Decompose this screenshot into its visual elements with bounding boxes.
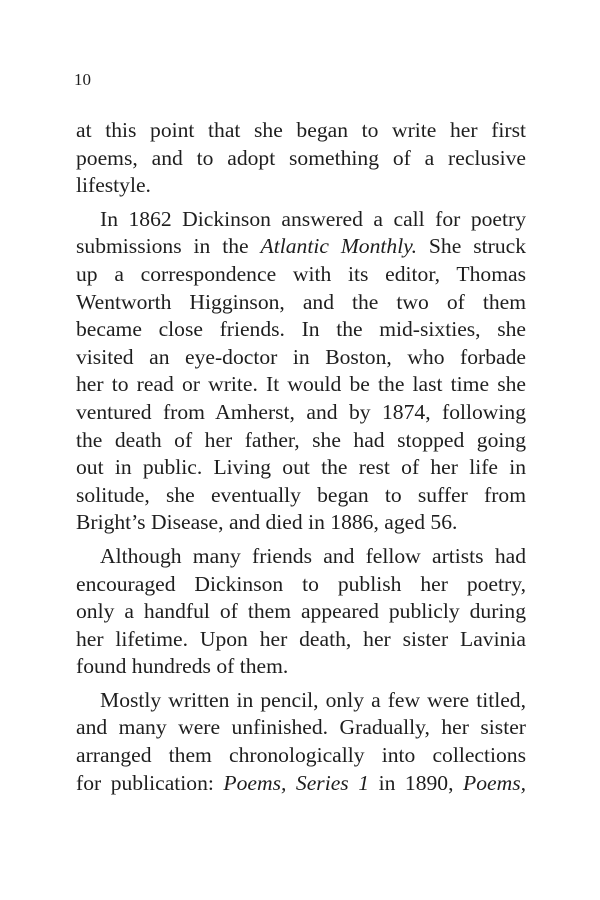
text-line: up a correspondence with its editor, Thomas (76, 261, 526, 286)
text-line: ventured from Amherst, and by 1874, following (76, 399, 526, 424)
text-line: the death of her father, she had stopped going (76, 427, 526, 452)
text-line: her to read or write. It would be the last time she (76, 372, 526, 397)
text-line: visited an eye-doctor in Boston, who forbade (76, 344, 526, 369)
text-run: in 1890, (369, 770, 464, 795)
text-line (76, 770, 526, 798)
text-run: She struck (417, 234, 527, 259)
text-line: found hundreds of them. (76, 654, 289, 679)
text-run: submissions in the (76, 234, 261, 259)
text-line: arranged them chronologically into collections (76, 743, 526, 768)
collection-title: Poems, Series 1 (223, 770, 370, 795)
text-line: only a handful of them appeared publicly during (76, 599, 526, 624)
text-line: In 1862 Dickinson answered a call for poetry (100, 206, 526, 231)
text-line: out in public. Living out the rest of her life in (76, 455, 526, 480)
text-line: solitude, she eventually began to suffer from (76, 482, 526, 507)
collection-title: Poems, (463, 770, 526, 795)
text-line: and many were unfinished. Gradually, her sister (76, 715, 526, 740)
paragraph-3 (76, 543, 526, 681)
text-run: for publication: (76, 770, 224, 795)
text-line: at this point that she began to write her first (76, 118, 526, 142)
paragraph-4 (76, 687, 526, 797)
paragraph-2 (76, 206, 526, 537)
body-text (76, 117, 526, 803)
text-line: lifestyle. (76, 173, 151, 198)
text-line: encouraged Dickinson to publish her poetry, (76, 571, 526, 596)
text-line (76, 233, 526, 261)
text-line: poems, and to adopt something of a reclusive (76, 145, 526, 170)
text-line: her lifetime. Upon her death, her sister Lavinia (76, 626, 526, 651)
paragraph-1 (76, 117, 526, 200)
text-line: became close friends. In the mid-sixties, she (76, 317, 526, 342)
text-line: Bright’s Disease, and died in 1886, aged 56. (76, 510, 458, 535)
periodical-title: Atlantic Monthly. (260, 234, 417, 259)
text-line: Although many friends and fellow artists had (100, 543, 526, 568)
text-line: Wentworth Higginson, and the two of them (76, 289, 526, 314)
text-line: Mostly written in pencil, only a few were titled, (100, 687, 526, 712)
page-number: 10 (74, 70, 91, 89)
